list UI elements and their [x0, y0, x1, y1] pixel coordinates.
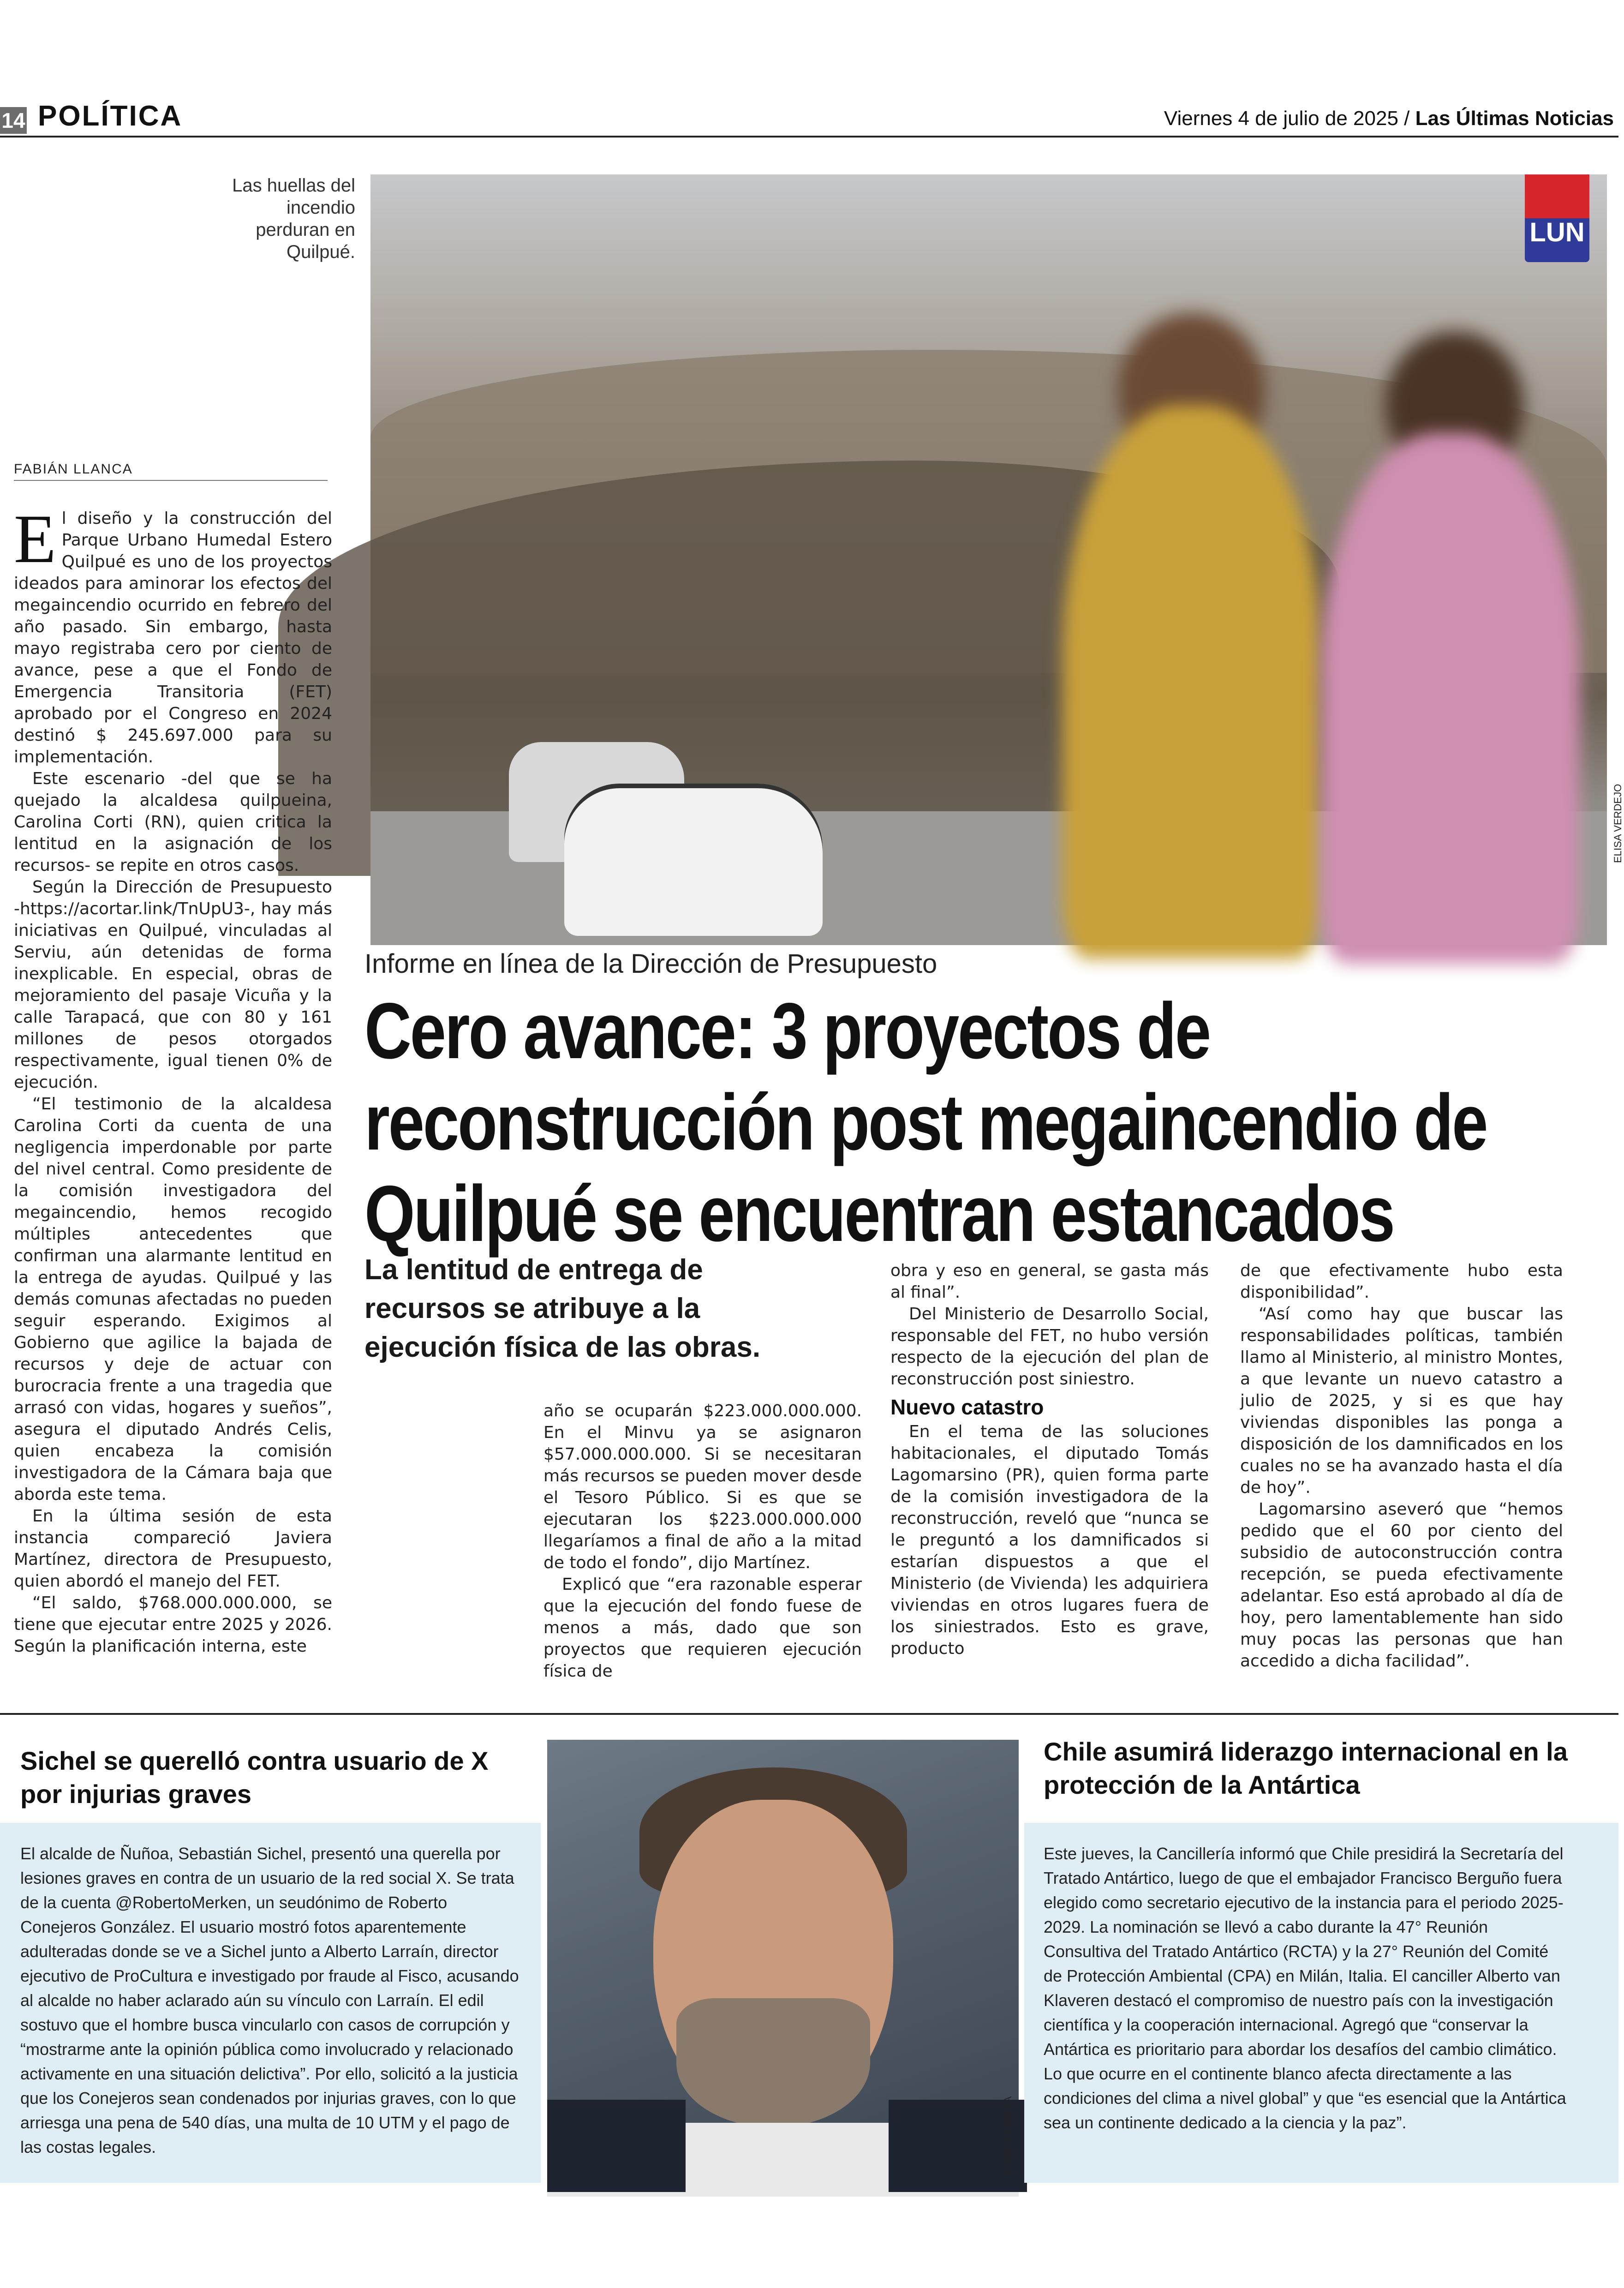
- article-paragraph: “El testimonio de la alcaldesa Carolina Corti da cuenta de una negligencia imperdonable por parte del nivel central. Como presidente de la comisión investigadora del megaincendio, hemos recogido múltiples antecedentes que confirman una alarmante lentitud en la entrega de ayudas. Quilpué y las demás comunas afectadas no pueden seguir esperando. Exigimos al Gobierno que agilice la bajada de recursos y deje de actuar con burocracia frente a una tragedia que arrasó con vidas, hogares y sueños”, asegura el diputado Andrés Celis, quien encabeza la comisión investigadora de la Cámara baja que aborda este tema.: [14, 1095, 332, 1504]
- brief-left-body: El alcalde de Ñuñoa, Sebastián Sichel, presentó una querella por lesiones graves en contra de un usuario de la red social X. Se trata de la cuenta @RobertoMerken, un seudónimo de Roberto Conejeros González. El usuario mostró fotos aparentemente adulteradas donde se ve a Sichel junto a Alberto Larraín, director ejecutivo de ProCultura e investigado por fraude al Fisco, acusando al alcalde no haber aclarado aún su vínculo con Larraín. El edil sostuvo que el hombre busca vincularlo con casos de corrupción y “mostrarme ante la opinión pública como involucrado y relacionado activamente en una situación delictiva”. Por ello, solicitó a la justicia que los Conejeros sean condenados por injurias graves, con lo que arriesga una pena de 540 días, una multa de 10 UTM y el pago de las costas legales.: [20, 1844, 519, 2156]
- brief-right-headline: Chile asumirá liderazgo internacional en la protección de la Antártica: [1044, 1737, 1568, 1799]
- photo-caption: Las huellas del incendio perduran en Quilpué.: [232, 175, 355, 262]
- article-paragraph: Explicó que “era razonable esperar que la ejecución del fondo fuese de menos a más, dado que son proyectos que requieren ejecución física de: [543, 1575, 862, 1681]
- section-title: POLÍTICA: [38, 100, 183, 132]
- publication-name: Las Últimas Noticias: [1415, 107, 1614, 130]
- article-paragraph: Del Ministerio de Desarrollo Social, responsable del FET, no hubo versión respecto de la ejecución del plan de reconstrucción post siniestro.: [890, 1305, 1209, 1389]
- header-dateline: [1164, 107, 1614, 130]
- brief-left-headline: Sichel se querelló contra usuario de X por injurias graves: [20, 1746, 489, 1809]
- lun-logo-red-band: [1525, 174, 1589, 218]
- article-paragraph: de que efectivamente hubo esta disponibilidad”.: [1240, 1261, 1563, 1302]
- brief-right-body: Este jueves, la Cancillería informó que Chile presidirá la Secretaría del Tratado Antártico, luego de que el embajador Francisco Berguño fuera elegido como secretario ejecutivo de la instancia para el periodo 2025-2029. La nominación se llevó a cabo durante la 47° Reunión Consultiva del Tratado Antártico (RCTA) y la 27° Reunión del Comité de Protección Ambiental (CPA) en Milán, Italia. El canciller Alberto van Klaveren destacó el compromiso de nuestro país con la investigación científica y la cooperación internacional. Agregó que “conservar la Antártica es prioritario para abordar los desafíos del cambio climático. Lo que ocurre en el continente blanco afecta directamente a las condiciones del clima a nivel global” y que “es esencial que la Antártica sea un continente dedicado a la ciencia y la paz”.: [1044, 1844, 1566, 2132]
- photo-car-front: [564, 784, 823, 936]
- article-author: FABIÁN LLANCA: [14, 461, 133, 477]
- article-paragraph: “Así como hay que buscar las responsabilidades políticas, también llamo al Ministerio, al ministro Montes, a que levante un nuevo catastro a julio de 2025, y si es que hay viviendas disponibles las ponga a disposición de los damnificados en los cuales no se ha avanzado hasta el día de hoy”.: [1240, 1305, 1563, 1497]
- photo-person-pink: [1321, 433, 1579, 964]
- portrait-jacket-left: [547, 2100, 686, 2192]
- article-column-3: [890, 1260, 1209, 1659]
- article-paragraph: Este escenario -del que se ha quejado la alcaldesa quilpueina, Carolina Corti (RN), quien critica la lentitud en la asignación de los recursos- se repite en otros casos.: [14, 769, 332, 875]
- photo-person-yellow: [1063, 405, 1321, 959]
- issue-date: Viernes 4 de julio de 2025: [1164, 107, 1398, 130]
- header-separator: /: [1404, 107, 1410, 130]
- article-headline: Cero avance: 3 proyectos de reconstrucción post megaincendio de Quilpué se encuentran estancados: [364, 987, 1487, 1258]
- article-deck: La lentitud de entrega de recursos se atribuye a la ejecución física de las obras.: [364, 1254, 761, 1363]
- header-divider: [0, 136, 1618, 138]
- article-subhead: Nuevo catastro: [890, 1395, 1044, 1419]
- article-column-2: [543, 1400, 862, 1682]
- lun-logo-text: LUN: [1529, 217, 1585, 247]
- drop-cap: E: [14, 501, 56, 577]
- article-column-4: [1240, 1260, 1563, 1672]
- article-kicker: Informe en línea de la Dirección de Presupuesto: [364, 949, 937, 979]
- article-paragraph: El diseño y la construcción del Parque Urbano Humedal Estero Quilpué es uno de los proyectos ideados para aminorar los efectos del megaincendio ocurrido en febrero del año pasado. Sin embargo, hasta mayo registraba cero por ciento de avance, pese a que el Fondo de Emergencia Transitoria (FET) aprobado por el Congreso en 2024 destinó $ 245.697.000 para su implementación.: [14, 501, 332, 767]
- article-paragraph: obra y eso en general, se gasta más al final”.: [890, 1261, 1209, 1302]
- article-paragraph: En el tema de las soluciones habitacionales, el diputado Tomás Lagomarsino (PR), quien forma parte de la comisión investigadora de la reconstrucción, reveló que “nunca se le preguntó a los damnificados si estarían dispuestos a que el Ministerio (de Vivienda) les adquiriera viviendas en otros lugares fuera de los siniestrados. Esto es grave, producto: [890, 1422, 1209, 1658]
- page-number: 14: [0, 107, 27, 134]
- article-paragraph: Según la Dirección de Presupuesto -https://acortar.link/TnUpU3-, hay más iniciativas en Quilpué, vinculadas al Serviu, aún detenidas de forma inexplicable. En especial, obras de mejoramiento del pasaje Vicuña y la calle Tarapacá, que con 80 y 161 millones de pesos otorgados respectivamente, igual tienen 0% de ejecución.: [14, 878, 332, 1092]
- article-column-1: [14, 501, 332, 1657]
- portrait-photo: [547, 1740, 1019, 2182]
- bottom-divider: [0, 1713, 1618, 1715]
- article-paragraph: “El saldo, $768.000.000.000, se tiene que ejecutar entre 2025 y 2026. Según la planificación interna, este: [14, 1593, 332, 1656]
- lun-logo: [1525, 174, 1589, 262]
- article-paragraph: año se ocuparán $223.000.000.000. En el Minvu ya se asignaron $57.000.000.000. Si se necesitaran más recursos se pueden mover desde el Tesoro Público. Si es que se ejecutaran los $223.000.000.000 llegaríamos a final de año a la mitad de todo el fondo”, dijo Martínez.: [543, 1402, 862, 1572]
- photo-credit: ELISA VERDEJO: [1612, 784, 1624, 863]
- portrait-credit: RUBÉN GARCÍA: [1002, 2096, 1014, 2174]
- author-divider: [14, 480, 328, 481]
- article-paragraph: En la última sesión de esta instancia compareció Javiera Martínez, directora de Presupuesto, quien abordó el manejo del FET.: [14, 1507, 332, 1591]
- article-paragraph: Lagomarsino aseveró que “hemos pedido que el 60 por ciento del subsidio de autoconstrucción contra recepción, se pueda efectivamente adelantar. Eso está aprobado al día de hoy, pero lamentablemente han sido muy pocas las personas que han accedido a dicha facilidad”.: [1240, 1500, 1563, 1671]
- main-photo: [370, 174, 1607, 940]
- portrait-beard: [676, 1998, 870, 2127]
